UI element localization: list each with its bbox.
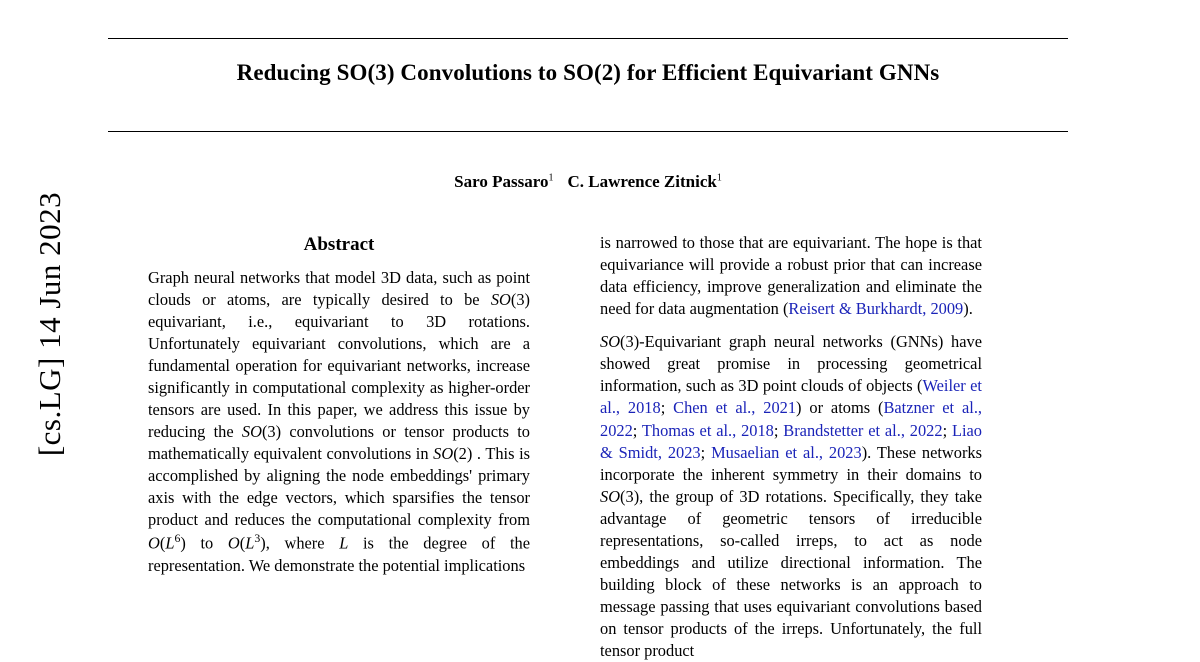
citation-link[interactable]: Reisert & Burkhardt, 2009 [788, 299, 964, 319]
math-l: L [339, 533, 349, 553]
citation-link[interactable]: Thomas et al., 2018 [641, 420, 774, 440]
citation-link[interactable]: Brandstetter et al., 2022 [783, 420, 943, 440]
math-so3: SO [600, 332, 621, 352]
citation-link[interactable]: Weiler et al., 2018 [600, 376, 982, 418]
arxiv-stamp-text: [cs.LG] 14 Jun 2023 [32, 191, 67, 457]
math-complexity-l3: O [227, 533, 240, 553]
math-complexity-l6: O [148, 533, 160, 553]
paper-page [100, 0, 1200, 661]
math-l: L [245, 533, 255, 553]
math-so2: SO [433, 444, 454, 464]
citation-link[interactable]: Liao & Smidt, 2023 [600, 420, 983, 462]
citation-link[interactable]: Chen et al., 2021 [673, 398, 797, 418]
math-so3: SO [241, 421, 262, 441]
citation-link[interactable]: Batzner et al., 2022 [600, 398, 983, 440]
author-name: C. Lawrence Zitnick [567, 172, 717, 191]
arxiv-identifier-stamp [0, 0, 100, 648]
author-affiliation-marker: 1 [548, 172, 554, 184]
abstract-column [148, 232, 530, 577]
introduction-column [600, 232, 982, 662]
math-so3: SO [600, 486, 621, 506]
intro-paragraph-gnns: SO(3)-Equivariant graph neural networks (GNNs) have showed great promise in processing geometrical information, such as 3D point clouds of objects (Weiler et al., 2018; Chen et al., 2021) or atoms (Batzner et al., 2022; Thomas et al., 2018; Brandstetter et al., 2022; Liao & Smidt, 2023; Musaelian et al., 2023). These networks incorporate the inherent symmetry in their domains to SO(3), the group of 3D rotations. Specifically, they take advantage of geometric tensors of irreducible representations, so-called irreps, to act as node embeddings and utilize directional information. The building block of these networks is an approach to message passing that uses equivariant convolutions based on tensor products of the irreps. Unfortunately, the full tensor product [600, 332, 983, 661]
title-rule-top [108, 38, 1068, 39]
author-name: Saro Passaro [454, 172, 549, 191]
intro-paragraph-continued: is narrowed to those that are equivariant. The hope is that equivariance will provide a robust prior that can increase data efficiency, improve generalization and eliminate the need for data augmentation (Reisert & Burkhardt, 2009). [600, 233, 982, 319]
page-title: Reducing SO(3) Convolutions to SO(2) for Efficient Equivariant GNNs [236, 60, 940, 85]
author-list [108, 172, 1068, 192]
abstract-body: Graph neural networks that model 3D data, such as point clouds or atoms, are typically desired to be SO(3) equivariant, i.e., equivariant to 3D rotations. Unfortunately equivariant convolutions, which are a fundamental operation for equivariant networks, increase significantly in computational complexity as higher-order tensors are used. In this paper, we address this issue by reducing the SO(3) convolutions or tensor products to mathematically equivalent convolutions in SO(2) . This is accomplished by aligning the node embeddings' primary axis with the edge vectors, which sparsifies the tensor product and reduces the computational complexity from $O(L^6)$ to $O(L^3)$, where L is the degree of the representation. We demonstrate the potential implications [148, 267, 531, 575]
abstract-heading: Abstract [303, 234, 375, 255]
math-so3: SO [490, 289, 511, 309]
author-affiliation-marker: 1 [716, 172, 722, 184]
citation-link[interactable]: Musaelian et al., 2023 [711, 442, 862, 462]
title-rule-bottom [108, 131, 1068, 132]
math-l: L [165, 533, 175, 553]
